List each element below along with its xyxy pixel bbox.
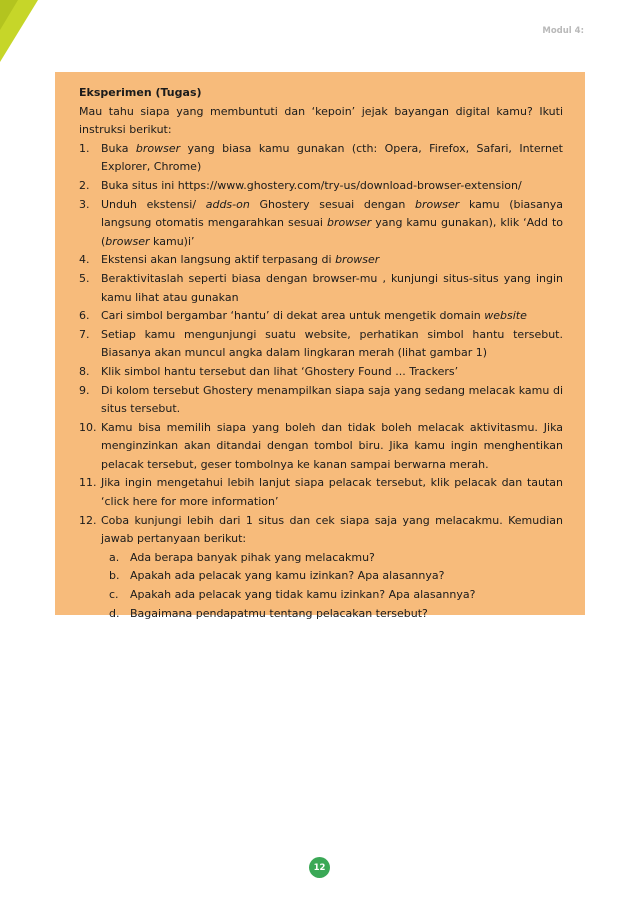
question-letter: c. bbox=[109, 588, 119, 602]
steps-list bbox=[79, 140, 563, 623]
question-text: Apakah ada pelacak yang tidak kamu izinkan? Apa alasannya? bbox=[130, 588, 476, 602]
question-letter: a. bbox=[109, 550, 120, 564]
step-text-segment: Coba kunjungi lebih dari 1 situs dan cek siapa saja yang melacakmu. Kemudian jawab pertanyaan berikut: bbox=[101, 513, 563, 546]
step-text bbox=[101, 177, 563, 196]
step-item bbox=[79, 196, 563, 252]
step-number: 10. bbox=[79, 420, 97, 434]
step-number: 7. bbox=[79, 327, 90, 341]
step-text bbox=[101, 512, 563, 624]
question-text: Apakah ada pelacak yang kamu izinkan? Apa alasannya? bbox=[130, 569, 445, 583]
step-text-italic: browser bbox=[326, 216, 372, 230]
step-item bbox=[79, 382, 563, 419]
step-text bbox=[101, 419, 563, 475]
question-item bbox=[109, 549, 563, 568]
step-text-segment: Beraktivitaslah seperti biasa dengan browser-mu , kunjungi situs-situs yang ingin kamu lihat atau gunakan bbox=[101, 271, 563, 304]
question-list bbox=[101, 549, 563, 623]
step-item bbox=[79, 474, 563, 511]
step-number: 12. bbox=[79, 513, 97, 527]
step-text-segment: kamu (biasanya langsung otomatis mengarahkan sesuai bbox=[101, 197, 563, 230]
step-text-italic: browser bbox=[415, 197, 460, 211]
question-text: Bagaimana pendapatmu tentang pelacakan tersebut? bbox=[130, 606, 428, 620]
question-item bbox=[109, 586, 563, 605]
step-text-segment: Di kolom tersebut Ghostery menampilkan siapa saja yang sedang melacak kamu di situs tersebut. bbox=[101, 383, 563, 416]
question-item bbox=[109, 605, 563, 624]
step-text bbox=[101, 270, 563, 307]
step-number: 4. bbox=[79, 253, 90, 267]
step-text-italic: browser bbox=[105, 234, 150, 248]
step-number: 6. bbox=[79, 309, 90, 323]
step-text bbox=[101, 382, 563, 419]
step-number: 5. bbox=[79, 271, 90, 285]
step-text-segment: Klik simbol hantu tersebut dan lihat ‘Ghostery Found ... Trackers’ bbox=[101, 364, 459, 378]
step-text-segment: Cari simbol bergambar ‘hantu’ di dekat area untuk mengetik domain bbox=[101, 309, 485, 323]
step-text-segment: Buka situs ini https://www.ghostery.com/try-us/download-browser-extension/ bbox=[101, 178, 522, 192]
step-text-segment: Ghostery sesuai dengan bbox=[249, 197, 416, 211]
box-intro: Mau tahu siapa yang membuntuti dan ‘kepoin’ jejak bayangan digital kamu? Ikuti instruksi berikut: bbox=[79, 104, 563, 137]
step-item bbox=[79, 270, 563, 307]
step-text-segment: Kamu bisa memilih siapa yang boleh dan tidak boleh melacak aktivitasmu. Jika menginzinkan akan ditandai dengan tombol biru. Jika kamu ingin menghentikan pelacak tersebut, geser tombolnya ke kanan sampai berwarna merah. bbox=[101, 420, 563, 471]
step-item bbox=[79, 251, 563, 270]
step-item bbox=[79, 326, 563, 363]
step-text-segment: Unduh ekstensi/ bbox=[101, 197, 206, 211]
step-text-segment: yang biasa kamu gunakan (cth: Opera, Firefox, Safari, Internet Explorer, Chrome) bbox=[101, 141, 563, 174]
step-text bbox=[101, 474, 563, 511]
step-number: 2. bbox=[79, 178, 90, 192]
step-text-italic: browser bbox=[335, 253, 380, 267]
step-text bbox=[101, 140, 563, 177]
step-number: 8. bbox=[79, 364, 90, 378]
box-title: Eksperimen (Tugas) bbox=[79, 86, 202, 99]
step-text-segment: yang kamu gunakan), klik ‘Add to ( bbox=[101, 216, 563, 248]
experiment-box bbox=[55, 72, 585, 620]
step-text-segment: Buka bbox=[101, 141, 136, 155]
step-text bbox=[101, 307, 563, 326]
step-item bbox=[79, 307, 563, 326]
step-text bbox=[101, 251, 563, 270]
step-text bbox=[101, 326, 563, 363]
question-text: Ada berapa banyak pihak yang melacakmu? bbox=[130, 550, 375, 564]
corner-accent-shade bbox=[0, 0, 18, 30]
step-number: 9. bbox=[79, 383, 90, 397]
step-text bbox=[101, 196, 563, 252]
step-number: 11. bbox=[79, 476, 97, 490]
question-letter: b. bbox=[109, 569, 120, 583]
step-item bbox=[79, 512, 563, 624]
step-text-segment: kamu)i’ bbox=[149, 234, 195, 248]
step-text-segment: Jika ingin mengetahui lebih lanjut siapa pelacak tersebut, klik pelacak dan tautan ‘click here for more information’ bbox=[101, 476, 563, 509]
step-text-italic: browser bbox=[135, 141, 181, 155]
step-item bbox=[79, 363, 563, 382]
step-item bbox=[79, 177, 563, 196]
step-item bbox=[79, 419, 563, 475]
step-number: 3. bbox=[79, 197, 90, 211]
question-item bbox=[109, 567, 563, 586]
step-text-segment: Setiap kamu mengunjungi suatu website, perhatikan simbol hantu tersebut. Biasanya akan muncul angka dalam lingkaran merah (lihat gambar 1) bbox=[101, 327, 563, 360]
page-number-badge: 12 bbox=[309, 857, 330, 878]
step-text-segment: Ekstensi akan langsung aktif terpasang di bbox=[101, 253, 336, 267]
step-text-italic: website bbox=[484, 309, 527, 323]
step-item bbox=[79, 140, 563, 177]
step-text-italic: adds-on bbox=[205, 197, 250, 211]
step-number: 1. bbox=[79, 141, 90, 155]
module-label: Modul 4: bbox=[542, 26, 584, 36]
step-text bbox=[101, 363, 563, 382]
question-letter: d. bbox=[109, 606, 120, 620]
